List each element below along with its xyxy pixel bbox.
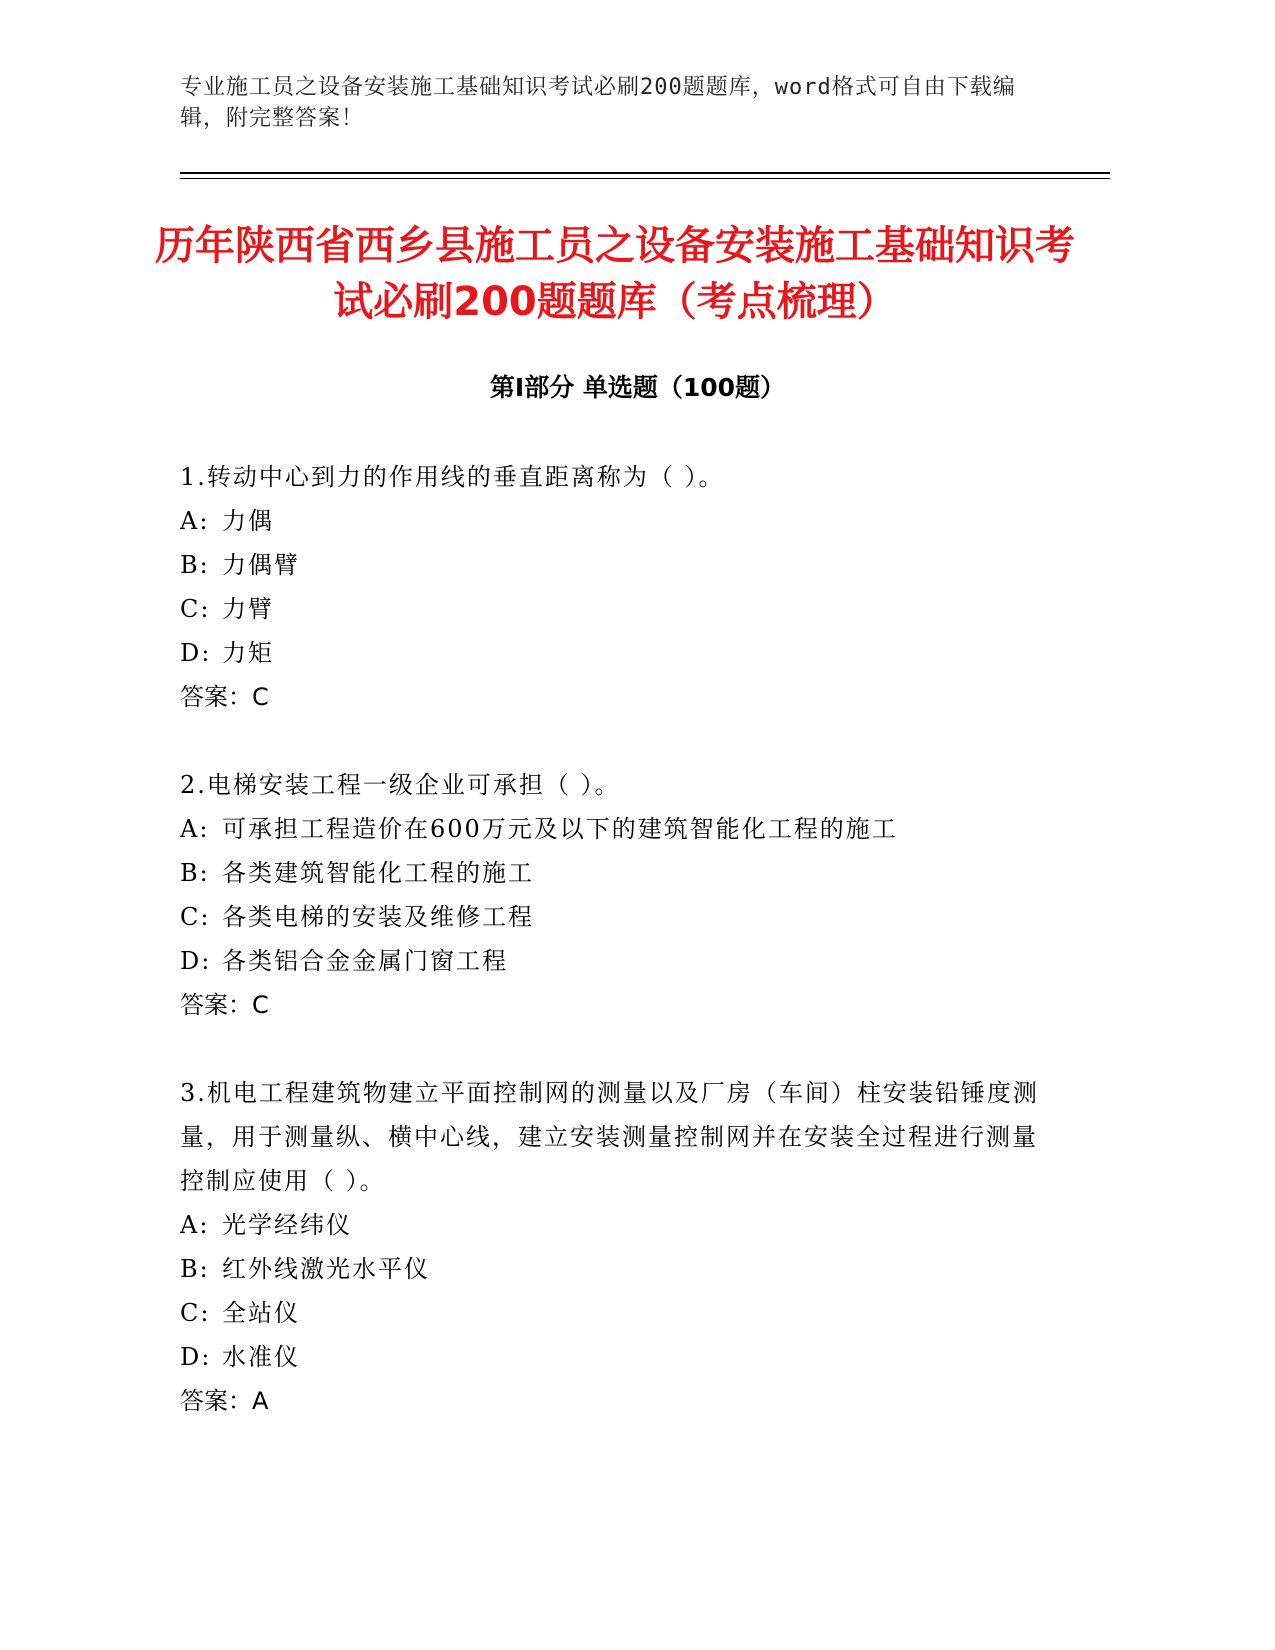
header-divider-thin xyxy=(180,178,1110,179)
question-1 xyxy=(180,455,1060,719)
answer xyxy=(180,675,1060,719)
option-d xyxy=(180,631,1060,675)
option-d xyxy=(180,1335,1060,1379)
option-text: 全站仪 xyxy=(222,1299,300,1327)
question-text: 3.机电工程建筑物建立平面控制网的测量以及厂房（车间）柱安装铅锤度测量，用于测量纵、横中心线，建立安装测量控制网并在安装全过程进行测量控制应使用（ ）。 xyxy=(180,1079,1039,1195)
answer-label: 答案： xyxy=(180,991,252,1019)
section-title: 第Ⅰ部分 单选题（100题） xyxy=(489,373,786,402)
question-text: 1.转动中心到力的作用线的垂直距离称为（ ）。 xyxy=(180,463,725,491)
option-text: 力偶臂 xyxy=(222,551,300,579)
option-letter: A: xyxy=(180,1211,210,1239)
option-a xyxy=(180,1203,1060,1247)
answer-label: 答案： xyxy=(180,1387,252,1415)
option-text: 各类建筑智能化工程的施工 xyxy=(222,859,534,887)
option-letter: D: xyxy=(180,1343,212,1371)
option-text: 力偶 xyxy=(222,507,274,535)
answer-value: A xyxy=(252,1387,269,1415)
option-c xyxy=(180,587,1060,631)
header-divider-thick xyxy=(180,172,1110,174)
option-text: 水准仪 xyxy=(222,1343,300,1371)
option-letter: C: xyxy=(180,903,211,931)
option-c xyxy=(180,895,1060,939)
option-text: 各类电梯的安装及维修工程 xyxy=(222,903,534,931)
option-letter: A: xyxy=(180,815,210,843)
option-letter: B: xyxy=(180,859,210,887)
option-text: 力臂 xyxy=(222,595,274,623)
answer-value: C xyxy=(252,991,269,1019)
option-letter: C: xyxy=(180,1299,211,1327)
option-text: 红外线激光水平仪 xyxy=(222,1255,430,1283)
option-letter: D: xyxy=(180,947,212,975)
option-text: 各类铝合金金属门窗工程 xyxy=(222,947,508,975)
option-c xyxy=(180,1291,1060,1335)
option-b xyxy=(180,851,1060,895)
option-letter: B: xyxy=(180,551,210,579)
answer-label: 答案： xyxy=(180,683,252,711)
option-a xyxy=(180,499,1060,543)
option-letter: C: xyxy=(180,595,211,623)
option-text: 可承担工程造价在600万元及以下的建筑智能化工程的施工 xyxy=(222,815,898,843)
answer xyxy=(180,1379,1060,1423)
answer-value: C xyxy=(252,683,269,711)
question-text: 2.电梯安装工程一级企业可承担（ ）。 xyxy=(180,771,621,799)
document-title: 历年陕西省西乡县施工员之设备安装施工基础知识考试必刷200题题库（考点梳理） xyxy=(155,223,1075,325)
option-a xyxy=(180,807,1060,851)
option-b xyxy=(180,543,1060,587)
option-d xyxy=(180,939,1060,983)
option-text: 力矩 xyxy=(222,639,274,667)
answer xyxy=(180,983,1060,1027)
option-letter: D: xyxy=(180,639,212,667)
question-3 xyxy=(180,1071,1060,1423)
header-note: 专业施工员之设备安装施工基础知识考试必刷200题题库，word格式可自由下载编辑，附完整答案！ xyxy=(180,75,1016,131)
option-b xyxy=(180,1247,1060,1291)
question-2 xyxy=(180,763,1060,1027)
option-text: 光学经纬仪 xyxy=(222,1211,352,1239)
question-list xyxy=(180,455,1060,1467)
option-letter: A: xyxy=(180,507,210,535)
option-letter: B: xyxy=(180,1255,210,1283)
